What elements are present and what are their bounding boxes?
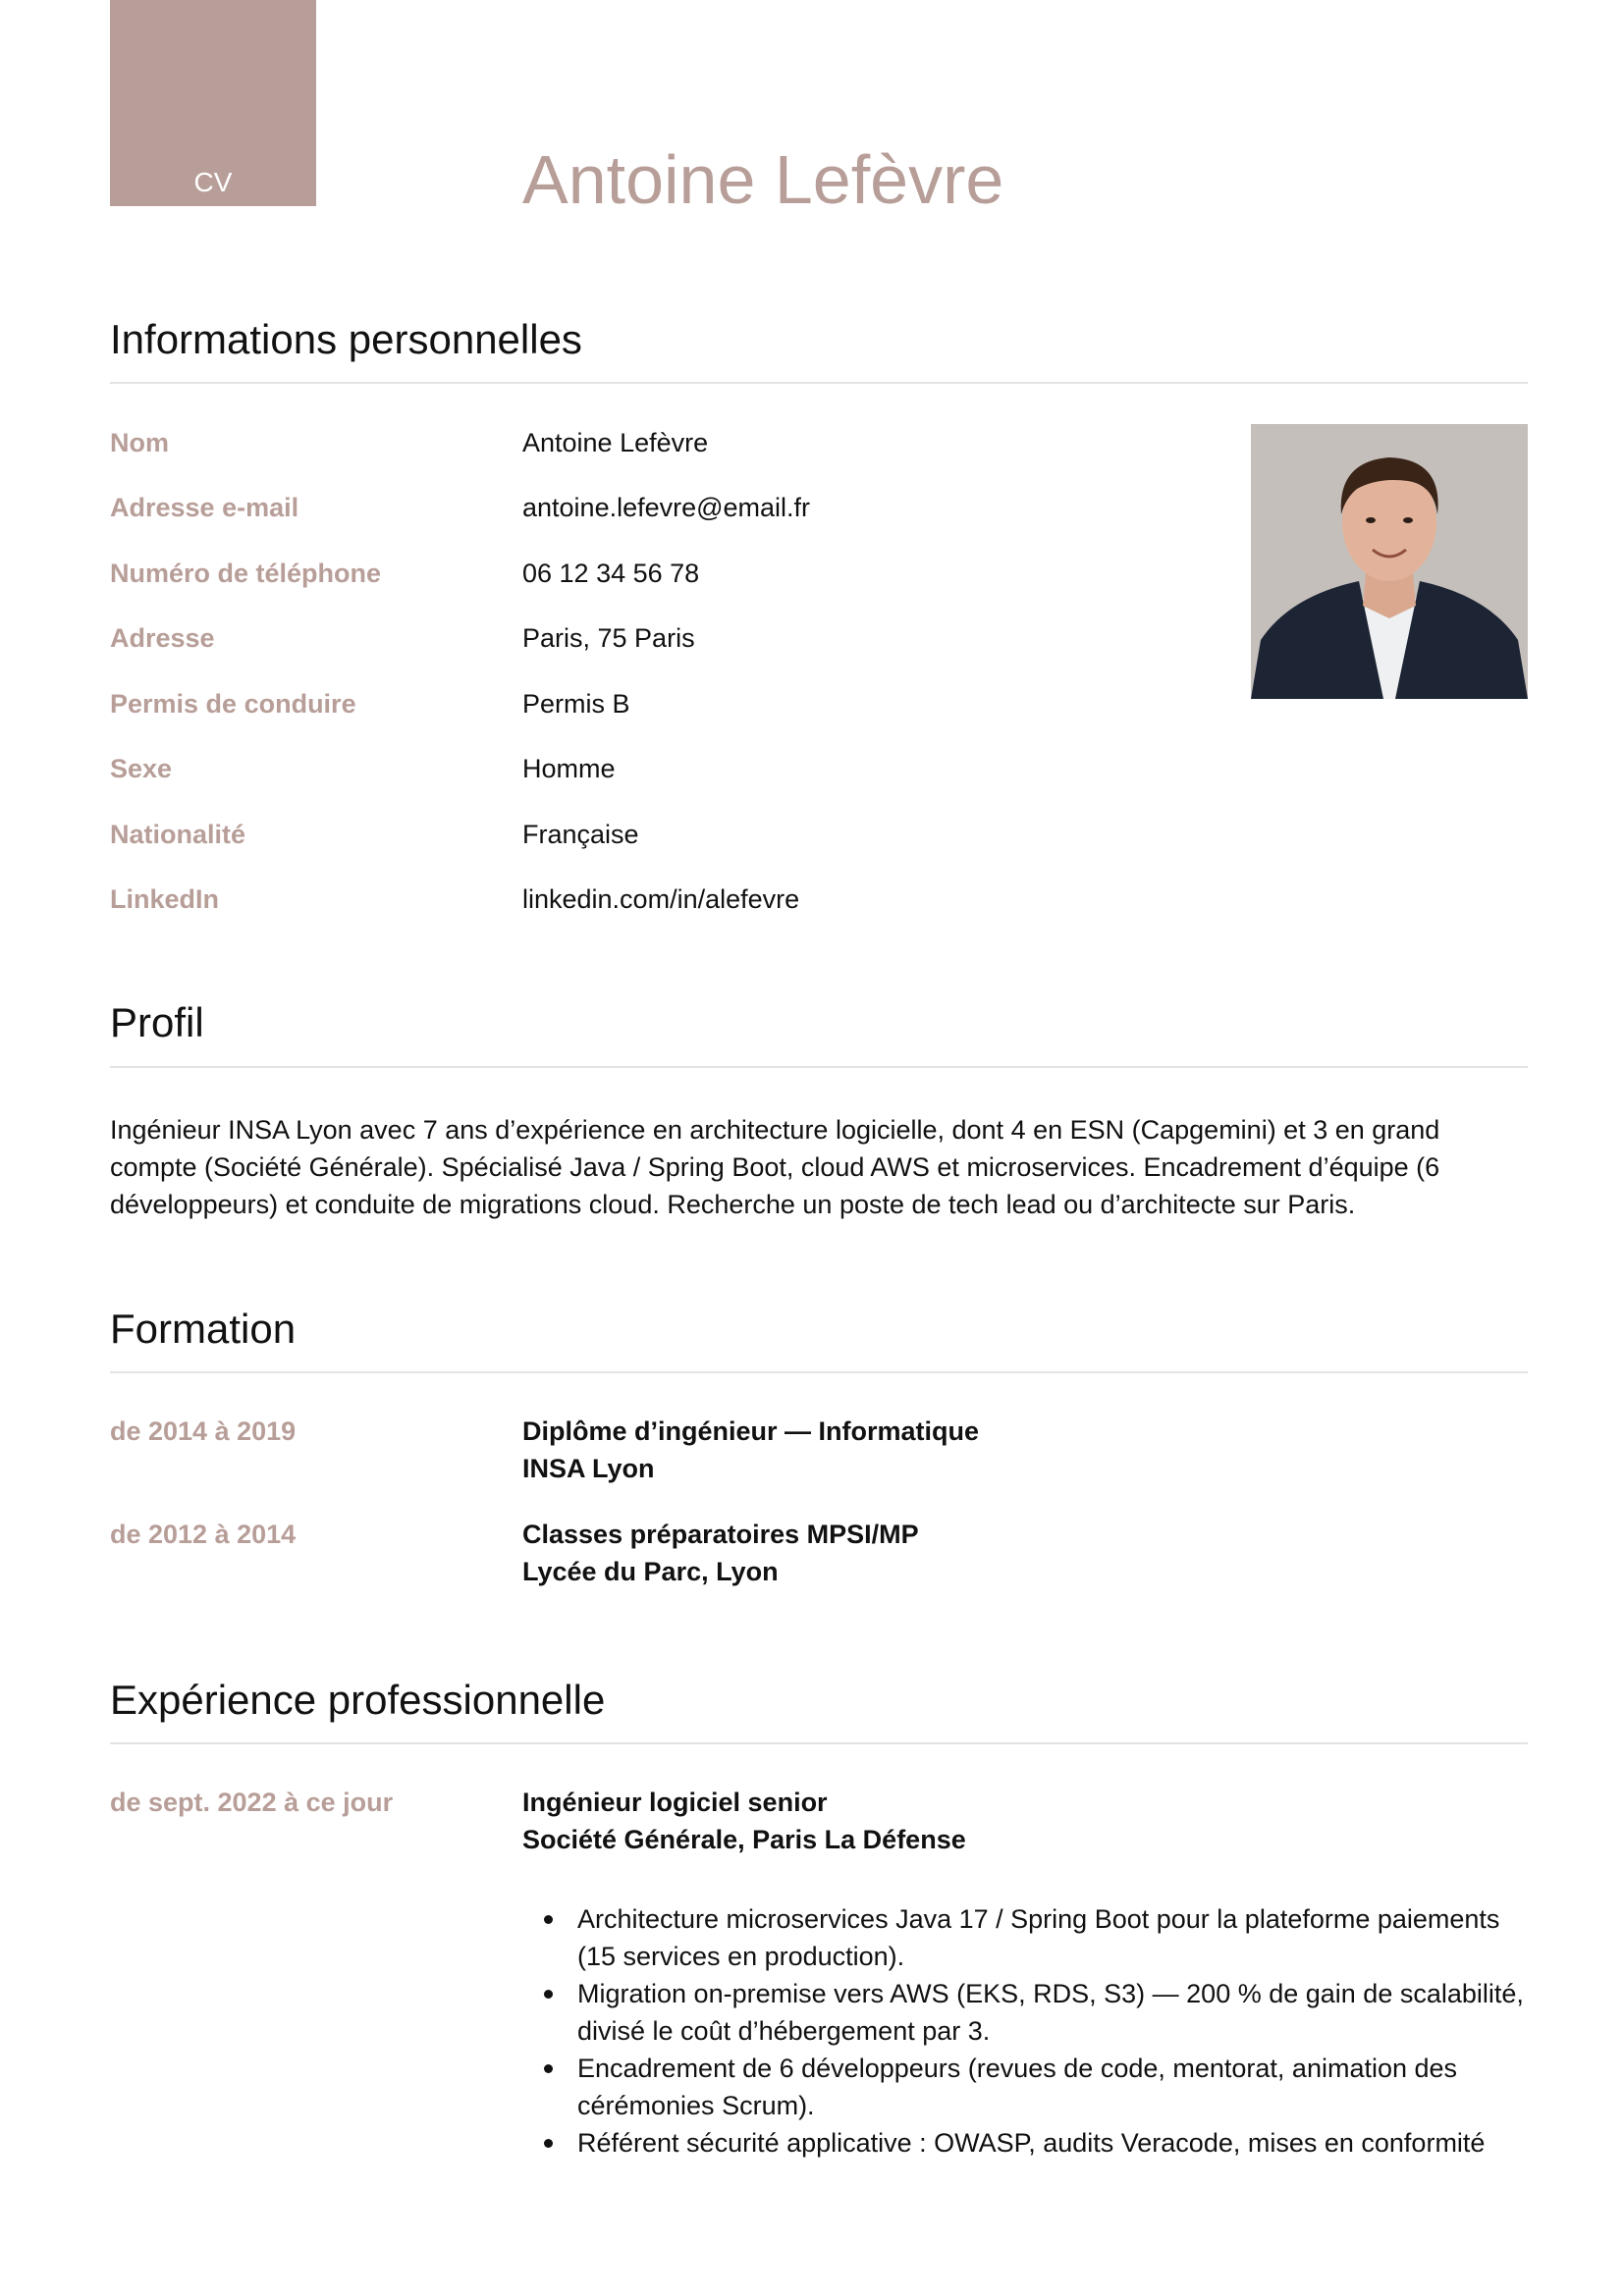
experience-date: de sept. 2022 à ce jour	[110, 1788, 394, 1817]
value-address: Paris, 75 Paris	[522, 623, 695, 653]
section-divider	[110, 1371, 1528, 1373]
value-phone: 06 12 34 56 78	[522, 559, 700, 588]
cv-badge-label: CV	[193, 167, 233, 197]
section-divider	[110, 382, 1528, 384]
section-title-profile: Profil	[110, 999, 204, 1045]
cv-badge	[110, 0, 316, 206]
experience-role: Ingénieur logiciel senior	[522, 1788, 828, 1817]
experience-company: Société Générale, Paris La Défense	[522, 1825, 966, 1854]
profile-photo	[1251, 424, 1528, 699]
label-name: Nom	[110, 428, 169, 457]
experience-bullets	[522, 1900, 1534, 2162]
label-nationality: Nationalité	[110, 820, 246, 849]
value-gender: Homme	[522, 754, 616, 783]
education-degree: Classes préparatoires MPSI/MP	[522, 1520, 919, 1549]
label-gender: Sexe	[110, 754, 173, 783]
experience-entry	[522, 1784, 966, 1858]
experience-bullet: Migration on-premise vers AWS (EKS, RDS, S3) — 200 % de gain de scalabilité, divisé le coût d’hébergement par 3.	[522, 1975, 1534, 2050]
section-divider	[110, 1742, 1528, 1744]
section-divider	[110, 1066, 1528, 1068]
label-phone: Numéro de téléphone	[110, 559, 382, 588]
label-linkedin: LinkedIn	[110, 884, 220, 914]
education-school: Lycée du Parc, Lyon	[522, 1557, 779, 1586]
value-email[interactable]: antoine.lefevre@email.fr	[522, 493, 811, 522]
experience-bullet: Référent sécurité applicative : OWASP, audits Veracode, mises en conformité	[522, 2124, 1534, 2162]
education-date: de 2014 à 2019	[110, 1416, 297, 1446]
section-title-personal: Informations personnelles	[110, 316, 582, 362]
label-email: Adresse e-mail	[110, 493, 299, 522]
section-title-education: Formation	[110, 1306, 297, 1352]
value-nationality: Française	[522, 820, 639, 849]
education-school: INSA Lyon	[522, 1454, 655, 1483]
value-linkedin[interactable]: linkedin.com/in/alefevre	[522, 884, 800, 914]
education-entry	[522, 1413, 979, 1487]
label-license: Permis de conduire	[110, 689, 356, 719]
education-entry	[522, 1516, 919, 1590]
label-address: Adresse	[110, 623, 215, 653]
section-title-experience: Expérience professionnelle	[110, 1677, 606, 1723]
value-license: Permis B	[522, 689, 630, 719]
education-degree: Diplôme d’ingénieur — Informatique	[522, 1416, 980, 1446]
candidate-name: Antoine Lefèvre	[522, 141, 1004, 218]
experience-bullet: Encadrement de 6 développeurs (revues de code, mentorat, animation des cérémonies Scrum).	[522, 2050, 1534, 2124]
experience-bullet: Architecture microservices Java 17 / Spring Boot pour la plateforme paiements (15 services en production).	[522, 1900, 1534, 1975]
profile-summary: Ingénieur INSA Lyon avec 7 ans d’expérience en architecture logicielle, dont 4 en ESN (Capgemini) et 3 en grand compte (Société Générale). Spécialisé Java / Spring Boot, cloud AWS et microservices. Encadrement d’équipe (6 développeurs) et conduite de migrations cloud. Recherche un poste de tech lead ou d’architecte sur Paris.	[110, 1115, 1440, 1219]
education-date: de 2012 à 2014	[110, 1520, 297, 1549]
value-name: Antoine Lefèvre	[522, 428, 709, 457]
